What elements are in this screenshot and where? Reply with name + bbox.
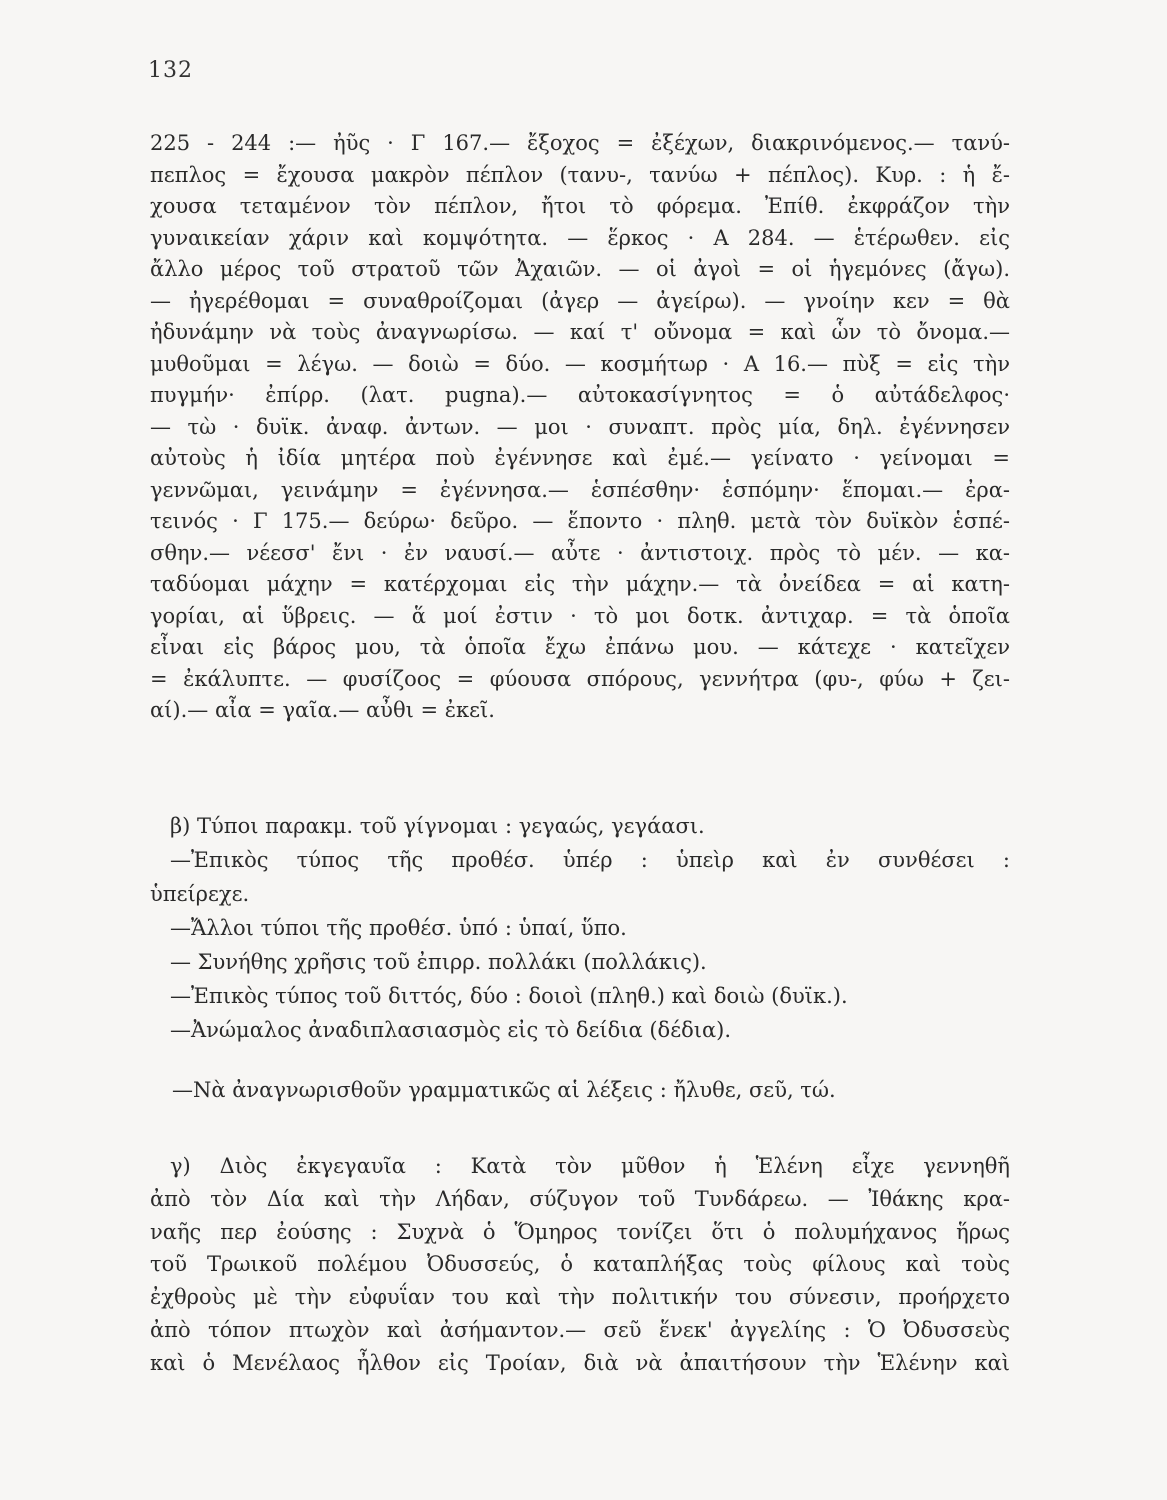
text-line: ἐχθροὺς μὲ τὴν εὐφυΐαν του καὶ τὴν πολιτικήν του σύνεσιν, προήρχετο xyxy=(150,1285,1010,1310)
text-line: ἀπὸ τὸν Δία καὶ τὴν Λήδαν, σύζυγον τοῦ Τυνδάρεω. — Ἰθάκης κρα- xyxy=(150,1186,1010,1211)
text-line: —Ἄλλοι τύποι τῆς προθέσ. ὑπό : ὑπαί, ὕπο. xyxy=(170,916,627,940)
text-line: χουσα τεταμένον τὸν πέπλον, ἤτοι τὸ φόρεμα. Ἐπίθ. ἐκφράζον τὴν xyxy=(150,194,1010,218)
text-line: ἄλλο μέρος τοῦ στρατοῦ τῶν Ἀχαιῶν. — οἱ ἀγοὶ = οἱ ἡγεμόνες (ἄγω). xyxy=(150,257,1010,281)
page-number: 132 xyxy=(148,58,193,83)
text-line: ὑπείρεχε. xyxy=(150,882,250,906)
text-line: = ἐκάλυπτε. — φυσίζοος = φύουσα σπόρους, γεννήτρα (φυ-, φύω + ζει- xyxy=(150,666,1010,691)
text-line: — τὼ · δυϊκ. ἀναφ. ἀντων. — μοι · συναπτ. πρὸς μία, δηλ. ἐγέννησεν xyxy=(150,414,1010,439)
grammar-notes-beta xyxy=(150,809,1010,1047)
text-line: — Συνήθης χρῆσις τοῦ ἐπιρρ. πολλάκι (πολλάκις). xyxy=(170,950,707,974)
text-line: μυθοῦμαι = λέγω. — δοιὼ = δύο. — κοσμήτωρ · Α 16.— πὺξ = εἰς τὴν xyxy=(150,351,1010,376)
commentary-section-alpha xyxy=(150,128,1010,727)
text-line: β) Τύποι παρακμ. τοῦ γίγνομαι : γεγαώς, γεγάασι. xyxy=(170,814,705,838)
text-line: ἠδυνάμην νὰ τοὺς ἀναγνωρίσω. — καί τ' οὔνομα = καὶ ὧν τὸ ὄνομα.— xyxy=(150,320,1010,344)
text-line: 225 - 244 :— ἠῦς · Γ 167.— ἔξοχος = ἐξέχων, διακρινόμενος.— τανύ- xyxy=(150,131,1010,155)
text-line: — ἠγερέθομαι = συναθροίζομαι (ἀγερ — ἀγείρω). — γνοίην κεν = θὰ xyxy=(150,288,1010,313)
exercise-line xyxy=(150,1075,1010,1107)
text-line: πεπλος = ἔχουσα μακρὸν πέπλον (τανυ-, τανύω + πέπλος). Κυρ. : ἡ ἔ- xyxy=(150,162,1010,187)
text-line: πυγμήν· ἐπίρρ. (λατ. pugna).— αὐτοκασίγνητος = ὁ αὐτάδελφος· xyxy=(150,383,1010,407)
text-line: εἶναι εἰς βάρος μου, τὰ ὁποῖα ἔχω ἐπάνω μου. — κάτεχε · κατεῖχεν xyxy=(150,635,1010,659)
text-line: γυναικείαν χάριν καὶ κομψότητα. — ἕρκος · Α 284. — ἑτέρωθεν. εἰς xyxy=(150,225,1010,250)
text-line: τεινός · Γ 175.— δεύρω· δεῦρο. — ἕποντο · πληθ. μετὰ τὸν δυϊκὸν ἑσπέ- xyxy=(150,509,1010,533)
text-line: ταδύομαι μάχην = κατέρχομαι εἰς τὴν μάχην.— τὰ ὀνείδεα = αἱ κατη- xyxy=(150,572,1010,596)
text-line: —Ἐπικὸς τύπος τοῦ διττός, δύο : δοιοὶ (πληθ.) καὶ δοιὼ (δυϊκ.). xyxy=(170,984,848,1008)
text-line: καὶ ὁ Μενέλαος ἦλθον εἰς Τροίαν, διὰ νὰ ἀπαιτήσουν τὴν Ἑλένην καὶ xyxy=(150,1350,1010,1375)
commentary-section-gamma xyxy=(150,1150,1010,1380)
text-line: σθην.— νέεσσ' ἔνι · ἐν ναυσί.— αὖτε · ἀντιστοιχ. πρὸς τὸ μέν. — κα- xyxy=(150,540,1010,565)
text-line: ναῆς περ ἐούσης : Συχνὰ ὁ Ὅμηρος τονίζει ὅτι ὁ πολυμήχανος ἥρως xyxy=(150,1219,1010,1244)
text-line: ἀπὸ τόπον πτωχὸν καὶ ἀσήμαντον.— σεῦ ἕνεκ' ἀγγελίης : Ὁ Ὀδυσσεὺς xyxy=(150,1317,1010,1342)
text-line: γορίαι, αἱ ὕβρεις. — ἅ μοί ἐστιν · τὸ μοι δοτκ. ἀντιχαρ. = τὰ ὁποῖα xyxy=(150,603,1010,628)
text-line: —Ἀνώμαλος ἀναδιπλασιασμὸς εἰς τὸ δείδια (δέδια). xyxy=(170,1018,732,1042)
text-line: —Νὰ ἀναγνωρισθοῦν γραμματικῶς αἱ λέξεις : ἤλυθε, σεῦ, τώ. xyxy=(172,1078,836,1102)
text-line: τοῦ Τρωικοῦ πολέμου Ὀδυσσεύς, ὁ καταπλήξας τοὺς φίλους καὶ τοὺς xyxy=(150,1252,1010,1277)
text-line: γ) Διὸς ἐκγεγαυῖα : Κατὰ τὸν μῦθον ἡ Ἑλένη εἶχε γεννηθῆ xyxy=(170,1154,1010,1178)
text-line: —Ἐπικὸς τύπος τῆς προθέσ. ὑπέρ : ὑπεὶρ καὶ ἐν συνθέσει : xyxy=(170,848,1010,872)
text-line: γεννῶμαι, γεινάμην = ἐγέννησα.— ἑσπέσθην· ἑσπόμην· ἕπομαι.— ἐρα- xyxy=(150,477,1010,502)
text-line: αί).— αἶα = γαῖα.— αὖθι = ἐκεῖ. xyxy=(150,698,495,722)
text-line: αὐτοὺς ἡ ἰδία μητέρα ποὺ ἐγέννησε καὶ ἐμέ.— γείνατο · γείνομαι = xyxy=(150,446,1010,470)
